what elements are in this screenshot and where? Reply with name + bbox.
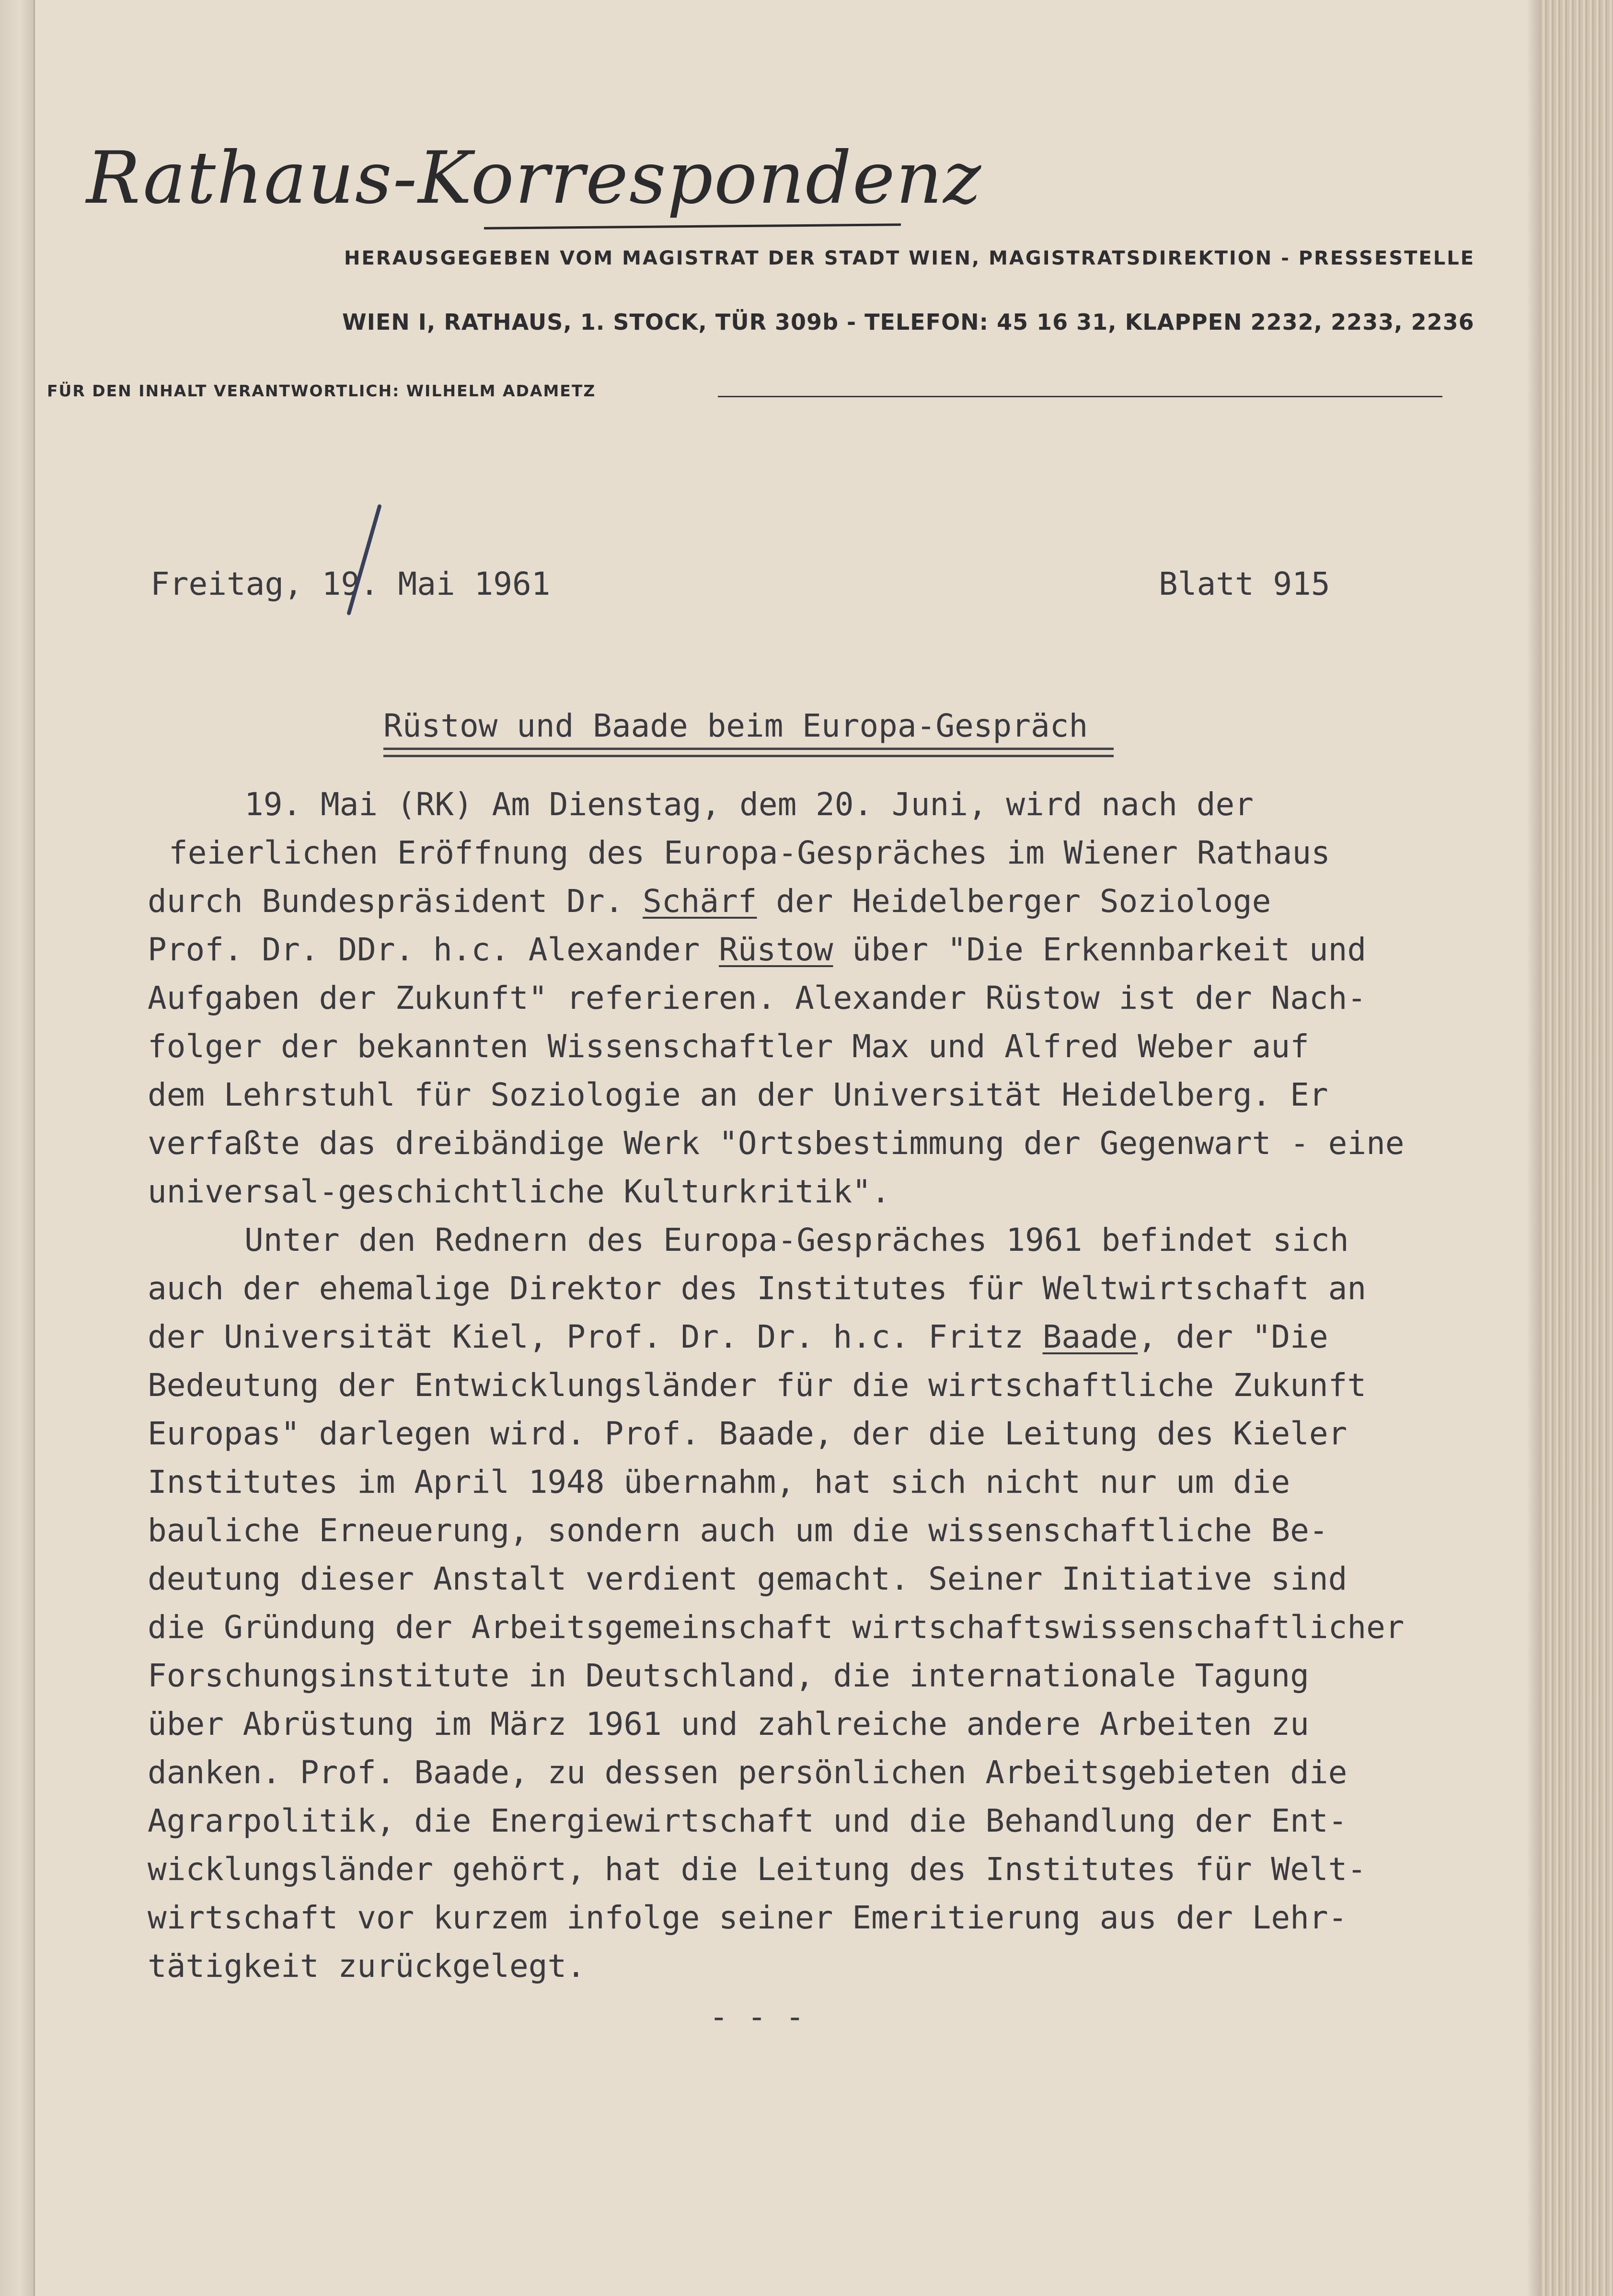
body-text: auch der ehemalige Direktor des Institutes für Weltwirtschaft an — [148, 1270, 1367, 1307]
underlined-name: Rüstow — [719, 931, 833, 968]
body-line — [148, 1754, 1347, 1791]
body-text: die Gründung der Arbeitsgemeinschaft wirtschaftswissenschaftlicher — [148, 1609, 1405, 1646]
body-text: folger der bekannten Wissenschaftler Max und Alfred Weber auf — [148, 1028, 1309, 1065]
publisher-line: HERAUSGEGEBEN VOM MAGISTRAT DER STADT WIEN, MAGISTRATSDIREKTION - PRESSESTELLE — [344, 247, 1475, 269]
address-line: WIEN I, RATHAUS, 1. STOCK, TÜR 309b - TELEFON: 45 16 31, KLAPPEN 2232, 2233, 2236 — [342, 309, 1475, 335]
body-line — [148, 1899, 1347, 1936]
body-line — [148, 1802, 1347, 1839]
body-text: 19. Mai (RK) Am Dienstag, dem 20. Juni, wird nach der — [244, 786, 1254, 823]
body-line — [148, 1367, 1366, 1404]
body-line — [148, 931, 1366, 968]
body-text: universal-geschichtliche Kulturkritik". — [148, 1173, 890, 1210]
letterhead-title: Rathaus-Korrespondenz — [86, 137, 982, 220]
body-line — [148, 1318, 1328, 1355]
body-text: Europas" darlegen wird. Prof. Baade, der die Leitung des Kieler — [148, 1415, 1348, 1452]
body-text: durch Bundespräsident Dr. — [148, 883, 643, 920]
body-line — [244, 786, 1254, 823]
body-text: feierlichen Eröffnung des Europa-Gespräches im Wiener Rathaus — [169, 834, 1330, 871]
body-line — [148, 1464, 1290, 1500]
body-text: deutung dieser Anstalt verdient gemacht. Seiner Initiative sind — [148, 1560, 1348, 1597]
body-line — [148, 1657, 1309, 1694]
body-text: wicklungsländer gehört, hat die Leitung des Institutes für Welt- — [148, 1851, 1367, 1888]
body-text: verfaßte das dreibändige Werk "Ortsbestimmung der Gegenwart - eine — [148, 1125, 1405, 1162]
body-line — [148, 1415, 1347, 1452]
end-mark: - - - — [709, 1998, 805, 2035]
responsible-rule — [718, 396, 1442, 397]
article-headline: Rüstow und Baade beim Europa-Gespräch — [383, 707, 1088, 744]
body-text: , der "Die — [1138, 1318, 1328, 1355]
body-text: wirtschaft vor kurzem infolge seiner Emeritierung aus der Lehr- — [148, 1899, 1348, 1936]
body-line — [148, 1173, 890, 1210]
book-fore-edge — [1541, 0, 1613, 2296]
body-line — [148, 1851, 1366, 1888]
body-text: tätigkeit zurückgelegt. — [148, 1948, 586, 1984]
body-text: Prof. Dr. DDr. h.c. Alexander — [148, 931, 719, 968]
body-line — [148, 1512, 1328, 1549]
body-line — [148, 1706, 1309, 1742]
body-text: Institutes im April 1948 übernahm, hat sich nicht nur um die — [148, 1464, 1290, 1500]
body-text: Agrarpolitik, die Energiewirtschaft und die Behandlung der Ent- — [148, 1802, 1348, 1839]
responsible-line: FÜR DEN INHALT VERANTWORTLICH: WILHELM ADAMETZ — [47, 381, 596, 400]
body-text: danken. Prof. Baade, zu dessen persönlichen Arbeitsgebieten die — [148, 1754, 1348, 1791]
body-line — [148, 1076, 1328, 1113]
body-line — [169, 834, 1330, 871]
facing-page-edge — [0, 0, 35, 2296]
body-text: dem Lehrstuhl für Soziologie an der Universität Heidelberg. Er — [148, 1076, 1328, 1113]
date-line: Freitag, 19. Mai 1961 — [150, 565, 551, 602]
body-line — [148, 883, 1271, 920]
body-text: Aufgaben der Zukunft" referieren. Alexander Rüstow ist der Nach- — [148, 980, 1367, 1016]
body-line — [148, 1560, 1347, 1597]
underlined-name: Baade — [1042, 1318, 1138, 1355]
body-text: der Universität Kiel, Prof. Dr. Dr. h.c. Fritz — [148, 1318, 1043, 1355]
body-text: Bedeutung der Entwicklungsländer für die wirtschaftliche Zukunft — [148, 1367, 1367, 1404]
body-text: Unter den Rednern des Europa-Gespräches 1961 befindet sich — [244, 1222, 1349, 1258]
body-text: der Heidelberger Soziologe — [757, 883, 1271, 920]
letterhead-title-rule — [484, 223, 901, 230]
underlined-name: Schärf — [643, 883, 757, 920]
body-line — [148, 1609, 1405, 1646]
body-text: bauliche Erneuerung, sondern auch um die wissenschaftliche Be- — [148, 1512, 1328, 1549]
body-line — [148, 1028, 1309, 1065]
body-line — [148, 1270, 1366, 1307]
body-line — [148, 1125, 1405, 1162]
body-text: über "Die Erkennbarkeit und — [833, 931, 1367, 968]
body-text: Forschungsinstitute in Deutschland, die internationale Tagung — [148, 1657, 1309, 1694]
body-line — [148, 1948, 586, 1984]
body-line — [244, 1222, 1349, 1258]
body-text: über Abrüstung im März 1961 und zahlreiche andere Arbeiten zu — [148, 1706, 1309, 1742]
body-line — [148, 980, 1366, 1016]
binding-shadow — [1527, 0, 1541, 2296]
headline-double-rule — [383, 748, 1114, 757]
sheet-number: Blatt 915 — [1159, 565, 1330, 602]
